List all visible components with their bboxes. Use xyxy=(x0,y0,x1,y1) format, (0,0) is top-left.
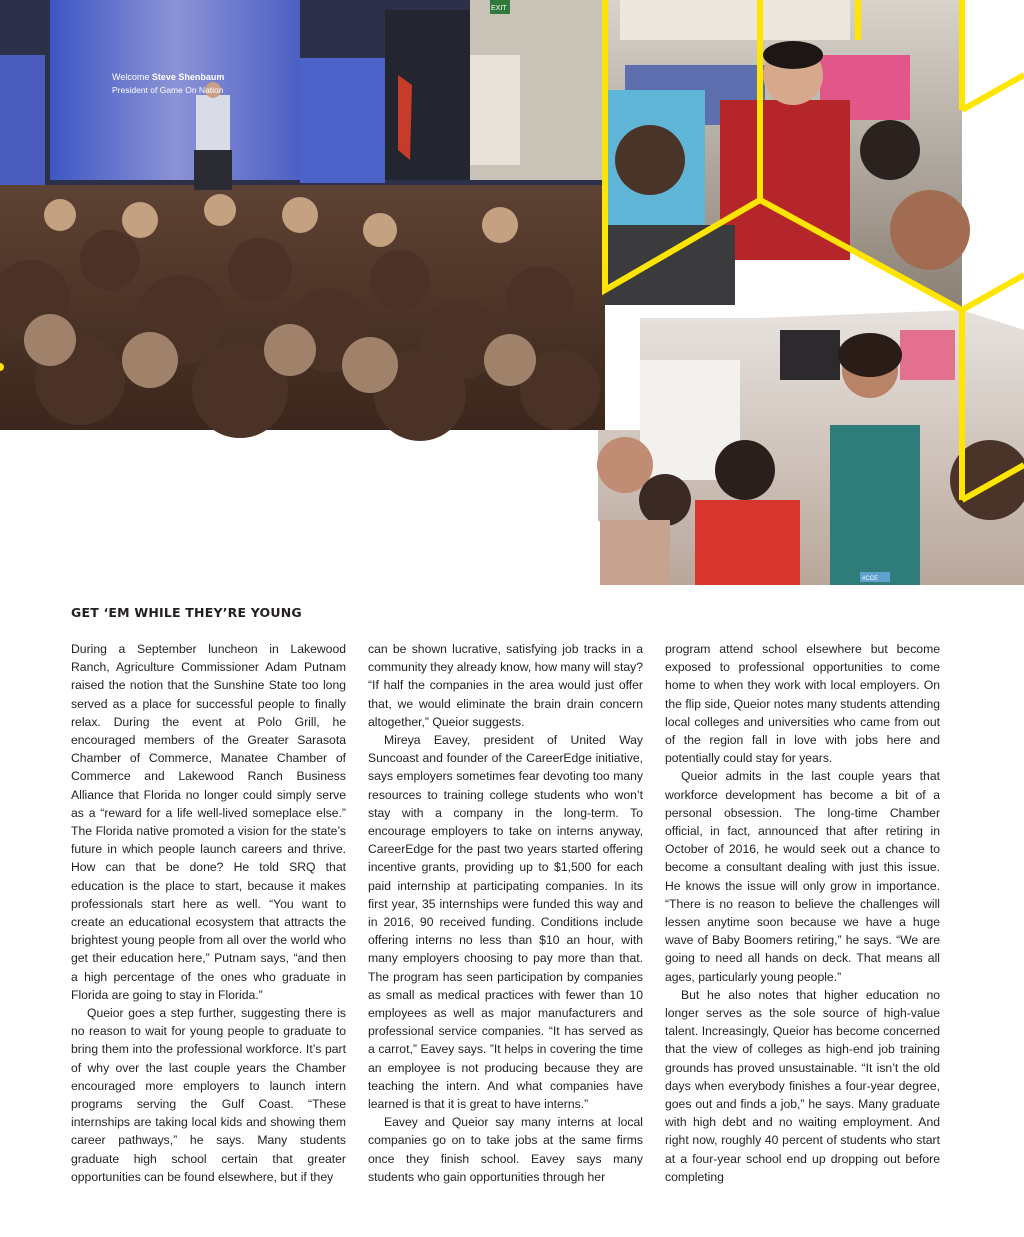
exit-sign: EXIT xyxy=(491,5,507,12)
article-column-2 xyxy=(368,640,643,1186)
svg-text:Welcome Steve Shenbaum xyxy=(112,72,224,82)
banner-welcome: Welcome xyxy=(112,72,152,82)
paragraph: Queior goes a step further, suggesting there is no reason to wait for young people to graduate to bring them into the professional workforce. It’s part of why over the last couple years the Chamber encouraged more employers to launch intern programs serving the Gulf Coast. “These internships are taking local kids and showing them career pathways,” he says. Many students graduate high school certain that greater opportunities can be found elsewhere, but if they xyxy=(71,1006,346,1184)
paragraph: But he also notes that higher education no longer serves as the sole source of high-value talent. Increasingly, Queior has become concerned that the view of colleges as high-end job training grounds has proved unsustainable. “It isn’t the old days when everybody finishes a four-year degree, goes out and finds a job,” he says. Many graduate with high debt and no waiting employment. And right now, roughly 40 percent of students who start at a four-year school end up dropping out before completing xyxy=(665,987,940,1184)
article-column-1 xyxy=(71,640,346,1186)
paragraph: Eavey and Queior say many interns at local companies go on to take jobs at the same firms once they finish school. Eavey says many students who gain opportunities through her xyxy=(368,1115,643,1184)
paragraph: Queior admits in the last couple years that workforce development has become a bit of a personal obsession. The long-time Chamber official, in fact, announced that after retiring in October of 2016, he would seek out a chance to become a consultant dealing with just this issue. He knows the issue will only grow in importance. “There is no reason to believe the challenges will lessen anytime soon because we have a huge wave of Baby Boomers retiring,” he says. “We are going to need all hands on deck. That means all ages, particularly young people.” xyxy=(665,769,940,984)
paragraph: program attend school elsewhere but become exposed to professional opportunities to come home to when they work with local employers. On the flip side, Queior notes many students attending local colleges and universities who came from out of the region fall in love with jobs here and potentially could stay for years. xyxy=(665,642,940,766)
photo-collage xyxy=(0,0,1024,600)
paragraph: can be shown lucrative, satisfying job tracks in a community they already know, how many will stay? “If half the companies in the area would just offer that, we would eliminate the brain drain concern altogether,” Queior suggests. xyxy=(368,642,644,729)
banner-title: President of Game On Nation xyxy=(112,85,224,95)
paragraph: Mireya Eavey, president of United Way Suncoast and founder of the CareerEdge initiative, says employers sometimes fear devoting too many resources to training college students who won’t stay with a company in the long-term. To encourage employers to take on interns anyway, CareerEdge for the past two years started offering incentive grants, providing up to $1,500 for each paid internship at participating companies. In its first year, 35 internships were funded this way and in 2016, 90 received funding. Conditions include offering interns no less than $10 an hour, with many employers choosing to pay more than that. The program has seen participation by companies as small as medical practices with fewer than 10 employees as well as major manufacturers and professional service companies. “It has served as a carrot,” Eavey says. ”It helps in covering the time an employee is not producing because they are teaching the intern. And what companies have learned is that it is great to have interns.” xyxy=(368,733,643,1112)
article-column-3 xyxy=(665,640,940,1186)
article-headline: GET ‘EM WHILE THEY’RE YOUNG xyxy=(71,605,302,620)
name-badge: #CCE xyxy=(862,576,879,582)
auditorium-photo xyxy=(0,0,605,441)
paragraph: During a September luncheon in Lakewood Ranch, Agriculture Commissioner Adam Putnam raised the notion that the Sunshine State too long served as a place for successful people to finally relax. During the event at Polo Grill, he encouraged members of the Greater Sarasota Chamber of Commerce, Manatee Chamber of Commerce and Lakewood Ranch Business Alliance that Florida no longer could simply serve as a “reward for a life well-lived someplace else.” The Florida native promoted a vision for the state’s future in which people launch careers and thrive. How can that be done? He told SRQ that education is the place to start, because it makes professionals start here as well. “You want to create an educational ecosystem that attracts the brightest young people from all over the world who get their education here,” Putnam says, “and then a high percentage of the ones who graduate in Florida are going to stay in Florida.” xyxy=(71,642,346,1002)
banner-name: Steve Shenbaum xyxy=(151,72,225,82)
classroom-photo xyxy=(605,0,970,310)
